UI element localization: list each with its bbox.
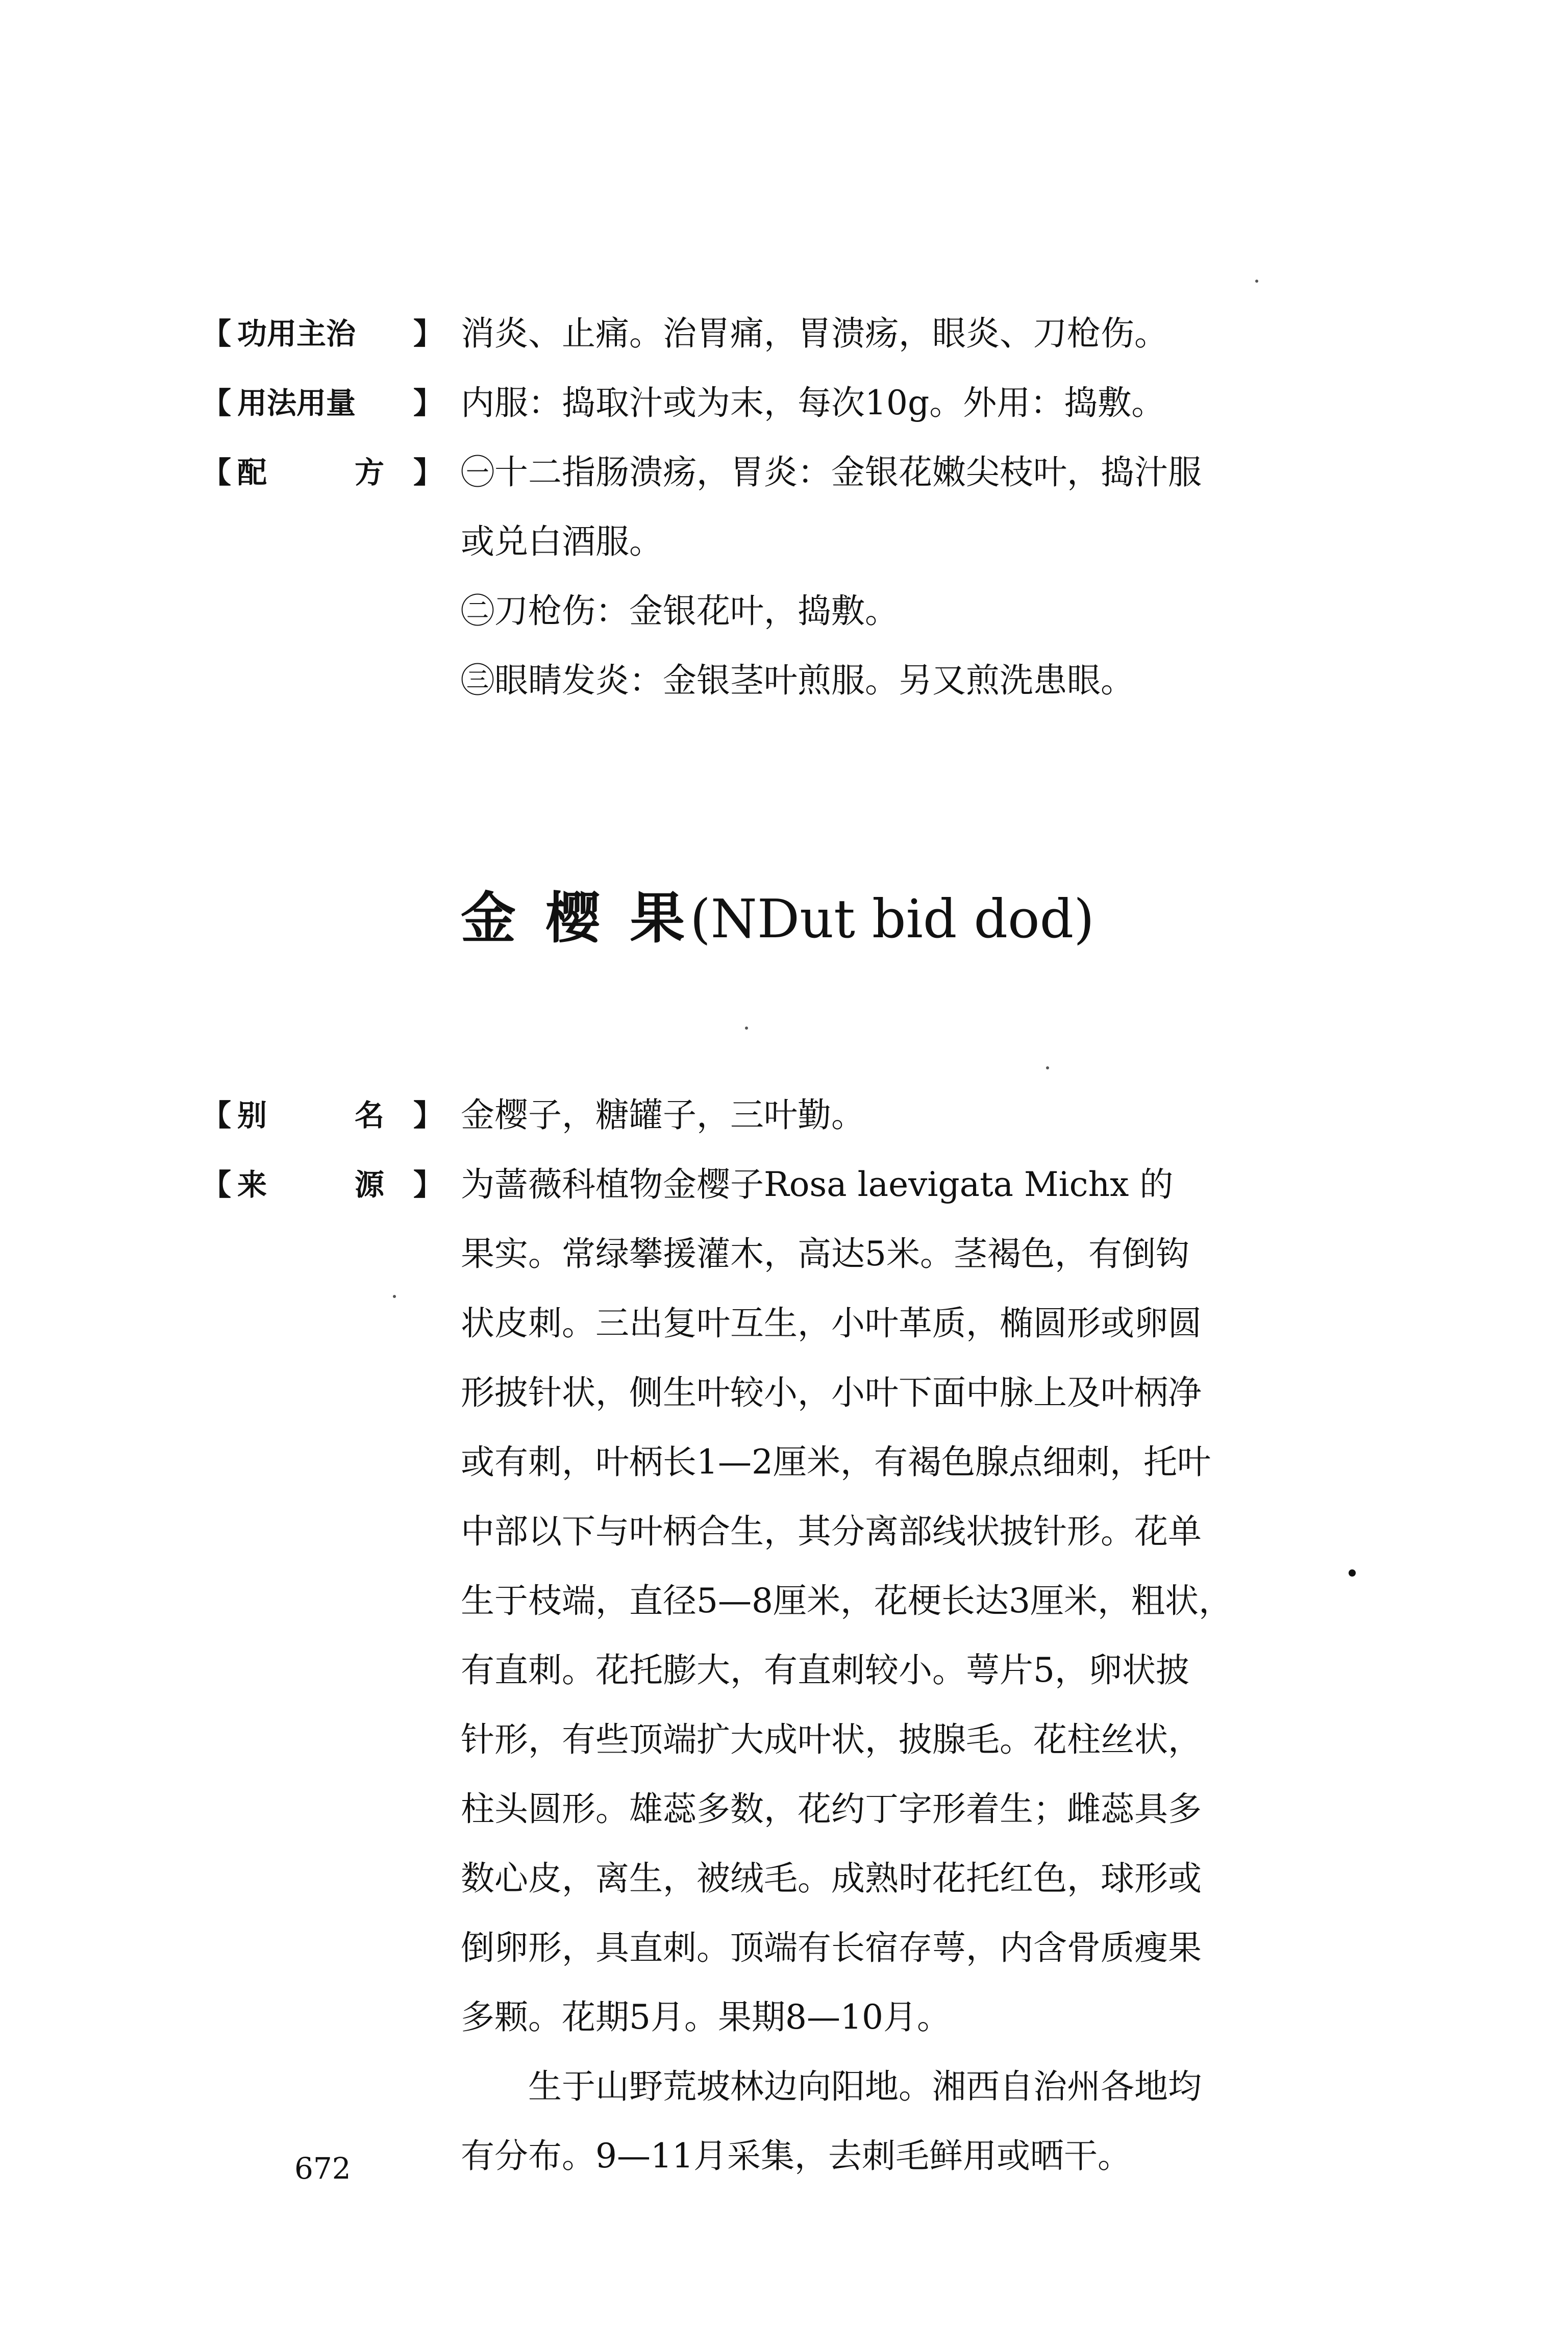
- scan-speck: [393, 1295, 396, 1298]
- habitat-line: 有分布。9—11月采集，去刺毛鲜用或晒干。: [461, 2136, 1131, 2176]
- label-bracket-open: 【: [202, 1167, 232, 1202]
- label-bracket-open: 【: [202, 1098, 232, 1133]
- scan-speck: [1046, 1066, 1049, 1069]
- description-line: 果实。常绿攀援灌木，高达5米。茎褐色，有倒钩: [461, 1234, 1189, 1273]
- field-value: 金樱子，糖罐子，三叶勤。: [461, 1095, 865, 1135]
- habitat-line: 生于山野荒坡林边向阳地。湘西自治州各地均: [528, 2067, 1202, 2106]
- formula-item-3: ㊂眼睛发炎：金银茎叶煎服。另又煎洗患眼。: [461, 661, 1134, 700]
- page-number: 672: [294, 2151, 351, 2186]
- label-bracket-open: 【: [202, 316, 232, 351]
- label-bracket-close: 】: [413, 316, 443, 351]
- entry-row-usage: [202, 369, 1436, 437]
- label-text-first: 别: [237, 1098, 267, 1133]
- field-value: 内服：捣取汁或为末，每次10g。外用：捣敷。: [461, 383, 1165, 422]
- label-text: 功用主治: [237, 316, 356, 351]
- description-line: 针形，有些顶端扩大成叶状，披腺毛。花柱丝状，: [461, 1720, 1202, 1759]
- formula-item-2: ㊁刀枪伤：金银花叶，捣敷。: [461, 591, 899, 631]
- label-text-second: 方: [355, 455, 385, 490]
- entry-row-formula: [202, 439, 1436, 506]
- label-bracket-open: 【: [202, 455, 232, 490]
- field-value: 为蔷薇科植物金樱子Rosa laevigata Michx 的: [461, 1165, 1174, 1204]
- label-text-first: 来: [237, 1167, 267, 1202]
- label-text: 用法用量: [237, 386, 356, 420]
- label-text-second: 源: [355, 1167, 385, 1202]
- description-line: 状皮刺。三出复叶互生，小叶革质，椭圆形或卵圆: [461, 1304, 1202, 1343]
- description-line: 数心皮，离生，被绒毛。成熟时花托红色，球形或: [461, 1859, 1202, 1898]
- field-value: ㊀十二指肠溃疡，胃炎：金银花嫩尖枝叶，捣汁服: [461, 453, 1202, 492]
- description-line: 多颗。花期5月。果期8—10月。: [461, 1997, 951, 2037]
- label-bracket-close: 】: [413, 455, 443, 490]
- formula-continuation-line: 或兑白酒服。: [461, 522, 663, 561]
- entry-row-function: [202, 300, 1436, 367]
- label-bracket-close: 】: [413, 1167, 443, 1202]
- description-line: 形披针状，侧生叶较小，小叶下面中脉上及叶柄净: [461, 1373, 1202, 1412]
- scan-speck: [745, 1027, 748, 1030]
- description-line: 或有刺，叶柄长1—2厘米，有褐色腺点细刺，托叶: [461, 1442, 1211, 1482]
- ink-dot: [1349, 1569, 1356, 1577]
- field-value: 消炎、止痛。治胃痛，胃溃疡，眼炎、刀枪伤。: [461, 314, 1168, 353]
- label-bracket-close: 】: [413, 386, 443, 420]
- label-bracket-open: 【: [202, 386, 232, 420]
- entry-row-source: [202, 1151, 1436, 1218]
- herb-title-chinese: 金 樱 果: [461, 886, 690, 951]
- description-line: 生于枝端，直径5—8厘米，花梗长达3厘米，粗状，: [461, 1581, 1232, 1620]
- herb-title-romanized: (NDut bid dod): [690, 888, 1094, 950]
- description-line: 倒卵形，具直刺。顶端有长宿存萼，内含骨质瘦果: [461, 1928, 1202, 1967]
- label-text-first: 配: [237, 455, 267, 490]
- description-line: 中部以下与叶柄合生，其分离部线状披针形。花单: [461, 1512, 1202, 1551]
- scan-speck: [1255, 280, 1258, 283]
- label-text-second: 名: [355, 1098, 385, 1133]
- description-line: 有直刺。花托膨大，有直刺较小。萼片5，卵状披: [461, 1651, 1189, 1690]
- label-bracket-close: 】: [413, 1098, 443, 1133]
- description-line: 柱头圆形。雄蕊多数，花约丁字形着生；雌蕊具多: [461, 1789, 1202, 1829]
- entry-row-alias: [202, 1082, 1436, 1149]
- herb-title: [461, 878, 1094, 959]
